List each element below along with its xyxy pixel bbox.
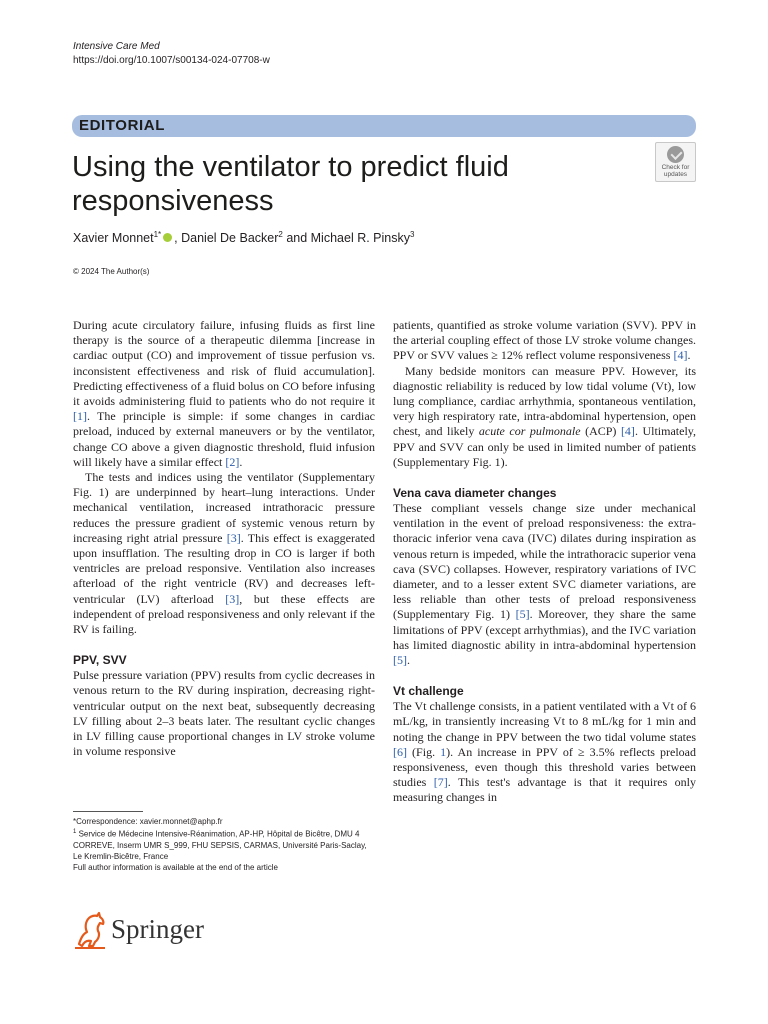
journal-name: Intensive Care Med <box>73 41 160 52</box>
paragraph: These compliant vessels change size under mechanical ventilation in the event of preload responsiveness: the extra-thoracic inferior vena cava (IVC) dilates during inspiration as venous return is impeded, while the intrathoracic superior vena cava (SVC) collapses. However, respiratory variations of IVC diameter, and to a lesser extent SVC diameter variations, are less reliable than other tests of preload responsiveness (Supplementary Fig. 1) [5]. Moreover, they share the same limitations of PPV (except arrhythmias), and the IVC variation has limited diagnostic ability in intra-abdominal hypertension [5]. <box>393 501 696 668</box>
section-heading: PPV, SVV <box>73 653 127 668</box>
author-affiliation-sup: 1* <box>153 230 162 239</box>
citation-link[interactable]: [2] <box>225 454 240 469</box>
copyright-notice: © 2024 The Author(s) <box>73 267 150 276</box>
citation-link[interactable]: [4] <box>673 348 688 363</box>
springer-logo <box>73 910 223 952</box>
paragraph: During acute circulatory failure, infusing fluids as first line therapy is the source of a therapeutic dilemma [increase in cardiac output (CO) and improvement of tissue perfusion vs. inconsistent effectiveness and risk of fluid accumulation]. Predicting effectiveness of a fluid bolus on CO before infusing it avoids administering fluid to patients who do not require it [1]. The principle is simple: if some changes in cardiac preload, induced by external maneuvers or by the ventilator, change CO above a given diagnostic threshold, fluid infusion will likely have a similar effect [2]. <box>73 318 375 469</box>
citation-link[interactable]: [5] <box>393 653 407 668</box>
article-type-label: EDITORIAL <box>79 117 165 134</box>
citation-link[interactable]: [7] <box>433 775 448 790</box>
citation-link[interactable]: [5] <box>515 607 530 622</box>
author-affiliation-sup: 2 <box>278 230 283 239</box>
paragraph: Pulse pressure variation (PPV) results from cyclic decreases in venous return to the RV during inspiration, decreasing right-ventricular output on the next beat, subsequently decreasing LV filling about 2–3 beats later. The resultant cyclic changes in LV filling cause proportional changes in LV stroke volume in volume responsive <box>73 668 375 759</box>
author-name[interactable]: and Michael R. Pinsky <box>282 231 410 246</box>
check-updates-label: Check for updates <box>661 164 690 178</box>
section-heading: Vena cava diameter changes <box>393 486 557 501</box>
author-list <box>73 230 414 245</box>
left-column <box>73 318 375 759</box>
footnotes <box>73 816 373 873</box>
springer-horse-icon <box>73 910 107 950</box>
orcid-icon[interactable] <box>163 233 172 242</box>
affiliation-note: $^1$ Service de Médecine Intensive-Réanimation, AP-HP, Hôpital de Bicêtre, DMU 4 CORREVE, Inserm UMR S_999, FHU SEPSIS, CARMAS, Université Paris-Saclay, Le Kremlin-Bicêtre, France <box>73 829 367 861</box>
author-name[interactable]: , Daniel De Backer <box>174 231 279 246</box>
check-updates-icon <box>667 146 684 163</box>
citation-link[interactable]: [3] <box>225 591 240 606</box>
article-title: Using the ventilator to predict fluid responsiveness <box>72 151 509 217</box>
footnote-divider <box>73 811 143 812</box>
springer-wordmark: Springer <box>111 914 204 944</box>
right-column <box>393 318 696 806</box>
author-affiliation-sup: 3 <box>409 230 415 239</box>
doi-link[interactable]: https://doi.org/10.1007/s00134-024-07708-w <box>73 55 270 66</box>
author-info-note: Full author information is available at the end of the article <box>73 862 279 872</box>
author-name[interactable]: Xavier Monnet <box>73 231 154 246</box>
paragraph: The tests and indices using the ventilator (Supplementary Fig. 1) are underpinned by heart–lung interactions. Under mechanical ventilation, increased intrathoracic pressure reduces the pressure gradient of systemic venous return by increasing right atrial pressure [3]. This effect is exaggerated upon insufflation. The resulting drop in CO is larger if both ventricles are preload responsive. Ventilation also increases afterload of the right ventricle (RV) and decreases left-ventricular (LV) afterload [3], but these effects are independent of preload responsiveness and only relevant if the RV is failing. <box>73 470 376 637</box>
paragraph: patients, quantified as stroke volume variation (SVV). PPV in the arterial coupling effect of those LV stroke volume changes. PPV or SVV values ≥ 12% reflect volume responsiveness [4]. <box>393 318 696 363</box>
citation-link[interactable]: [1] <box>73 409 87 424</box>
paragraph: The Vt challenge consists, in a patient ventilated with a Vt of 6 mL/kg, in transiently increasing Vt to 8 mL/kg for 1 min and noting the change in PPV between the two tidal volume states [6] (Fig. 1). An increase in PPV of ≥ 3.5% reflects preload responsiveness, even though this threshold varies between studies [7]. This test's advantage is that it requires only measuring changes in <box>393 699 696 805</box>
paragraph: Many bedside monitors can measure PPV. However, its diagnostic reliability is reduced by low tidal volume (Vt), low lung compliance, cardiac arrhythmia, spontaneous ventilation, very high respiratory rate, intra-abdominal hypertension, open chest, and likely acute cor pulmonale (ACP) [4]. Ultimately, PPV and SVV can only be used in limited number of patients (Supplementary Fig. 1). <box>393 363 696 469</box>
citation-link[interactable]: [3] <box>226 530 241 545</box>
section-heading: Vt challenge <box>393 684 464 699</box>
correspondence-note: *Correspondence: xavier.monnet@aphp.fr <box>73 817 223 826</box>
check-for-updates-button[interactable] <box>655 142 696 182</box>
figure-link[interactable]: 1 <box>440 744 447 759</box>
citation-link[interactable]: [4] <box>620 424 635 439</box>
citation-link[interactable]: [6] <box>393 744 407 759</box>
article-type-banner <box>72 115 696 137</box>
